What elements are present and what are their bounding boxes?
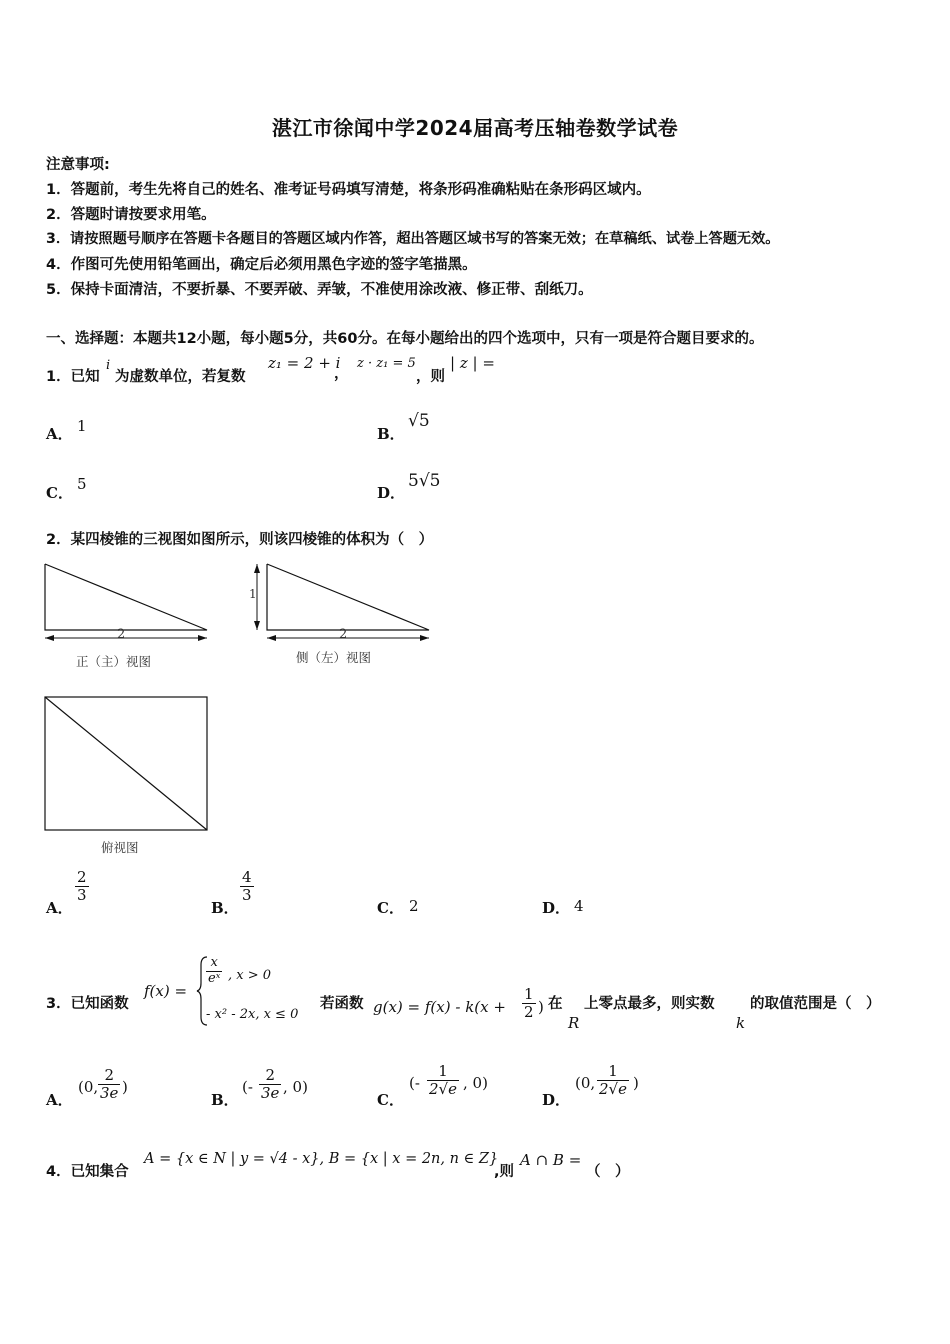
q2-option-c-label: C． <box>377 899 404 917</box>
section-heading: 一、选择题：本题共12小题，每小题5分，共60分。在每小题给出的四个选项中，只有一项是符合题目要求的。 <box>46 331 764 347</box>
side-view-height: 1 <box>249 587 257 601</box>
q1-option-b-value: √5 <box>408 411 430 431</box>
q3-text-2: 若函数 <box>320 996 364 1012</box>
q3-option-c-frac <box>427 1063 459 1099</box>
q1-comma: ， <box>334 366 349 382</box>
q3-option-b-num: 2 <box>259 1067 281 1085</box>
notice-item-1: 1．答题前，考生先将自己的姓名、准考证号码填写清楚，将条形码准确粘贴在条形码区域内。 <box>46 182 651 198</box>
notice-item-5: 5．保持卡面清洁，不要折暴、不要弄破、弄皱，不准使用涂改液、修正带、刮纸刀。 <box>46 282 593 298</box>
front-view-length: 2 <box>117 627 126 642</box>
q3-g-frac <box>522 986 536 1022</box>
q3-g-right: ) <box>538 998 544 1016</box>
q2-option-b-num: 4 <box>242 868 252 886</box>
q3-text-1: 3．已知函数 <box>46 996 129 1012</box>
q1-imag-unit: i <box>106 358 111 373</box>
q2-option-b-label: B． <box>211 899 239 917</box>
q4-text-2: ,则 <box>494 1164 515 1180</box>
q2-option-d-label: D． <box>542 899 571 917</box>
top-view-figure <box>40 692 215 837</box>
q2-option-a-label: A． <box>46 899 73 917</box>
q4-ask: A ∩ B = <box>520 1151 582 1169</box>
q4-text-1: 4．已知集合 <box>46 1164 129 1180</box>
q3-option-d-num: 1 <box>597 1063 629 1081</box>
q3-k: k <box>736 1014 746 1032</box>
q2-option-d-value: 4 <box>574 897 584 915</box>
notice-heading: 注意事项: <box>46 157 110 173</box>
q3-option-d-frac <box>597 1063 629 1099</box>
q2-option-b-den: 3 <box>242 886 252 905</box>
q3-g-num: 1 <box>524 985 534 1003</box>
q1-option-a-label: A． <box>46 425 73 443</box>
q3-option-c-num: 1 <box>427 1063 459 1081</box>
q1-option-a-value: 1 <box>77 417 87 435</box>
q1-option-c-value: 5 <box>77 475 87 493</box>
q3-option-d-den: 2√e <box>599 1080 627 1099</box>
q3-g-left: g(x) = f(x) - k(x + <box>373 998 506 1016</box>
q1-text-2: 为虚数单位，若复数 <box>115 369 246 385</box>
notice-item-2: 2．答题时请按要求用笔。 <box>46 207 216 223</box>
q3-option-d-post: ) <box>633 1074 639 1092</box>
q3-option-b-post: , 0) <box>283 1078 308 1096</box>
q3-option-b-label: B． <box>211 1091 239 1109</box>
q3-option-d-label: D． <box>542 1091 571 1109</box>
q3-option-c-den: 2√e <box>429 1080 457 1099</box>
top-view-caption: 俯视图 <box>101 840 139 855</box>
q2-option-a-value <box>75 869 89 905</box>
q3-option-b-frac <box>259 1067 281 1103</box>
q3-option-a-num: 2 <box>98 1067 120 1085</box>
q1-condition: z · z₁ = 5 <box>357 356 416 371</box>
q3-g-den: 2 <box>524 1003 534 1022</box>
q3-fx: f(x) = <box>144 982 188 1000</box>
q1-text-3: ，则 <box>416 369 445 385</box>
notice-item-4: 4．作图可先使用铅笔画出，确定后必须用黑色字迹的签字笔描黑。 <box>46 257 477 273</box>
q3-text-4: 上零点最多，则实数 <box>584 996 715 1012</box>
q3-R: R <box>568 1014 580 1032</box>
q1-option-d-value: 5√5 <box>408 471 441 491</box>
q3-option-a-den: 3e <box>100 1084 119 1103</box>
q2-option-a-den: 3 <box>77 886 87 905</box>
front-view-caption: 正（主）视图 <box>76 654 152 669</box>
q3-option-b-pre: (- <box>242 1078 253 1096</box>
q2-option-b-value <box>240 869 254 905</box>
q3-text-3: 在 <box>548 996 563 1012</box>
notice-item-3: 3．请按照题号顺序在答题卡各题目的答题区域内作答，超出答题区域书写的答案无效；在草稿纸、试卷上答题无效。 <box>46 231 780 247</box>
q1-option-d-label: D． <box>377 484 406 502</box>
q3-option-a-label: A． <box>46 1091 73 1109</box>
q3-case1-cond: , x > 0 <box>228 968 272 983</box>
front-view-figure <box>40 558 215 648</box>
q2-option-a-num: 2 <box>77 868 87 886</box>
side-view-length: 2 <box>339 627 348 642</box>
q3-option-c-pre: (- <box>409 1074 420 1092</box>
q1-z1: z₁ = 2 + i <box>268 354 341 372</box>
q3-option-a-frac <box>98 1067 120 1103</box>
q3-option-d-pre: (0, <box>575 1074 596 1092</box>
q4-expr: A = {x ∈ N | y = √4 - x}, B = {x | x = 2n, n ∈ Z} <box>144 1151 499 1167</box>
q3-option-a-post: ) <box>122 1078 128 1096</box>
q1-option-b-label: B． <box>377 425 405 443</box>
side-view-caption: 侧（左）视图 <box>296 650 372 665</box>
q3-option-a-pre: (0, <box>78 1078 99 1096</box>
q1-option-c-label: C． <box>46 484 73 502</box>
q3-case1-den: eˣ <box>208 970 221 986</box>
q3-text-5: 的取值范围是（ ） <box>750 996 881 1012</box>
q3-case2: - x² - 2x, x ≤ 0 <box>206 1007 299 1022</box>
q3-case1-num: x <box>206 956 222 972</box>
page-title: 湛江市徐闻中学2024届高考压轴卷数学试卷 <box>271 116 679 140</box>
q3-option-c-label: C． <box>377 1091 404 1109</box>
q3-case1-frac <box>206 956 222 987</box>
q1-text-1: 1．已知 <box>46 369 100 385</box>
q4-text-3: （ ） <box>586 1164 630 1180</box>
q3-option-c-post: , 0) <box>463 1074 488 1092</box>
q2-option-c-value: 2 <box>409 897 419 915</box>
q2-text: 2．某四棱锥的三视图如图所示，则该四棱锥的体积为（ ） <box>46 532 434 548</box>
q1-ask: | z | = <box>450 354 495 372</box>
q3-option-b-den: 3e <box>261 1084 280 1103</box>
